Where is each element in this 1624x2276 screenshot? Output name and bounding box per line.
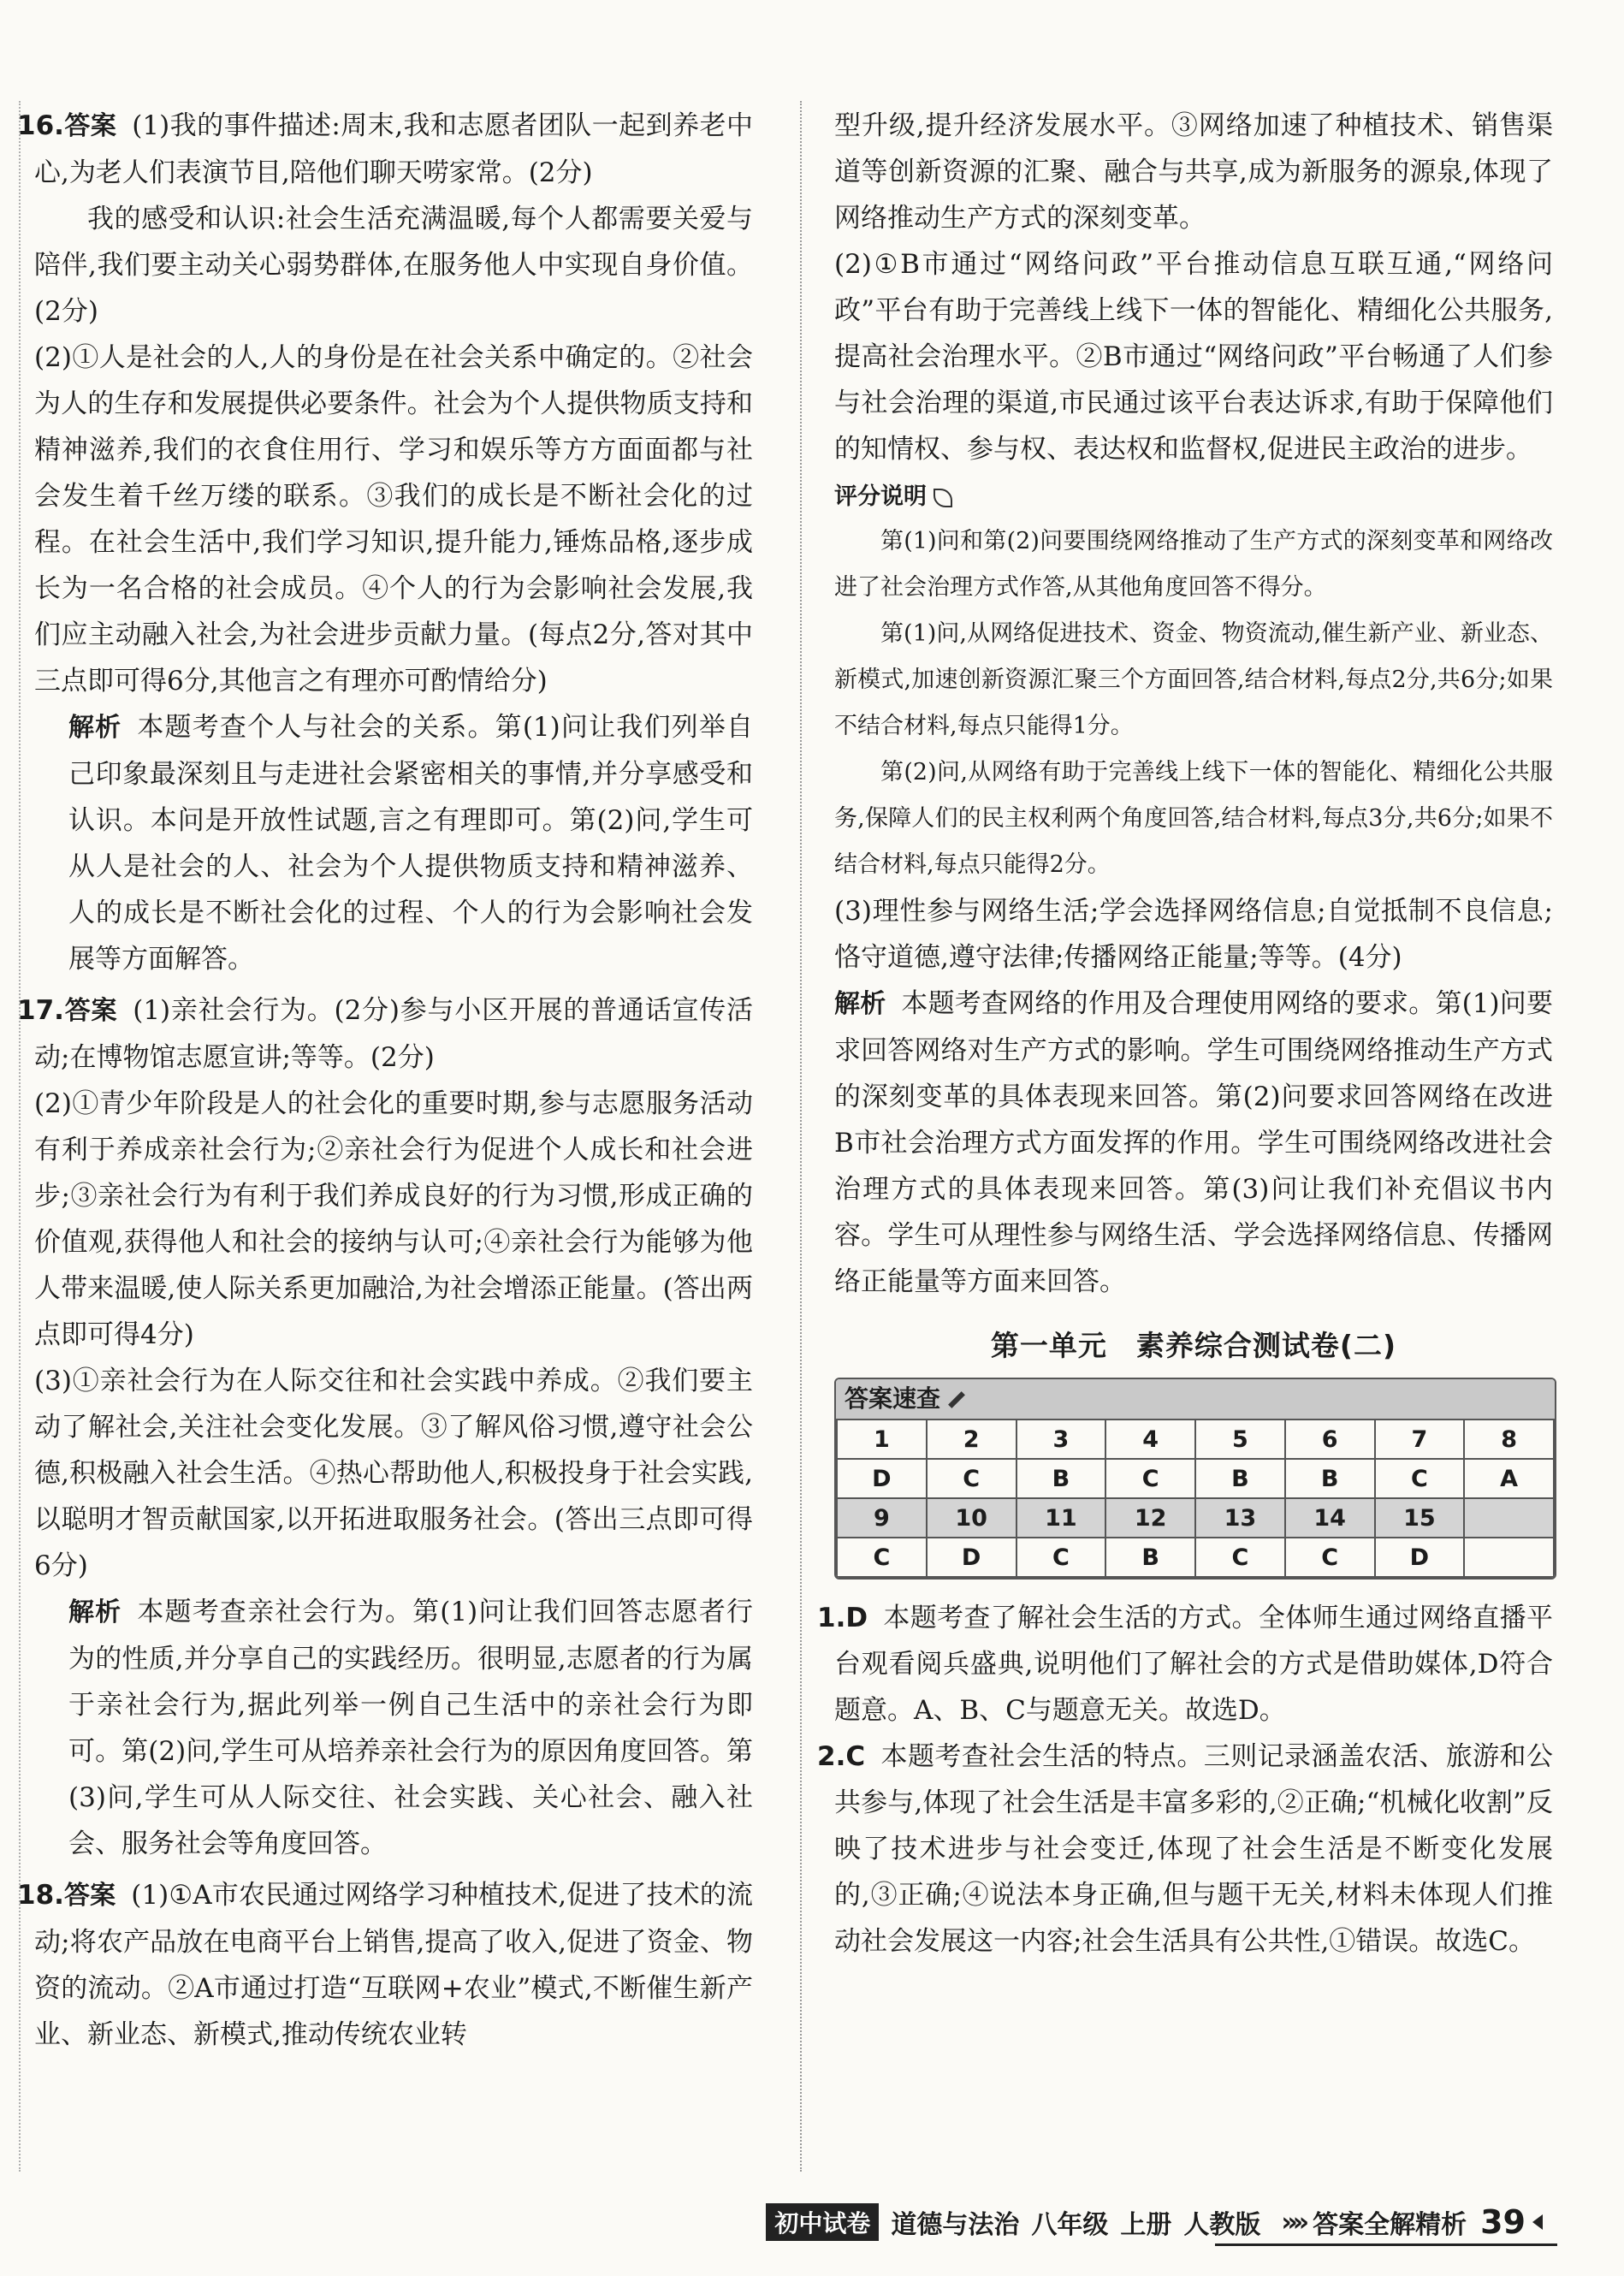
- table-row: [837, 1498, 1554, 1538]
- answer-2-number: 2.C: [817, 1741, 866, 1772]
- answer-tag: 答案: [63, 996, 118, 1026]
- answer-table-header: 答案速查: [836, 1379, 1555, 1419]
- leaf-icon: [934, 489, 952, 507]
- q17-number: 17.: [17, 995, 64, 1026]
- table-cell: A: [1464, 1459, 1554, 1498]
- scoring-note-1: 第(1)问和第(2)问要围绕网络推动了生产方式的深刻变革和网络改进了社会治理方式作答,从其他角度回答不得分。: [834, 528, 1553, 601]
- section-title: 第一单元 素养综合测试卷(二): [990, 1329, 1397, 1362]
- analysis-tag: 解析: [68, 713, 122, 743]
- answer-grid: [836, 1419, 1555, 1578]
- table-row: [837, 1420, 1554, 1459]
- q18-part3: (3)理性参与网络生活;学会选择网络信息;自觉抵制不良信息;恪守道德,遵守法律;传播网络正能量;等等。(4分): [834, 896, 1553, 973]
- answer-quick-table: [834, 1378, 1556, 1580]
- footer-subject: 道德与法治: [891, 2210, 1020, 2240]
- q18-number: 18.: [17, 1880, 64, 1911]
- q16-answer: [17, 103, 753, 196]
- answer-tag: 答案: [63, 1881, 116, 1911]
- q18-part1: (1)①A市农民通过网络学习种植技术,促进了技术的流动;将农产品放在电商平台上销售,提高了收入,促进了资金、物资的流动。②A市通过打造“互联网+农业”模式,不断催生新产业、新业态、新模式,推动传统农业转: [34, 1880, 754, 2050]
- table-cell: C: [1105, 1459, 1195, 1498]
- scoring-notes-title: 评分说明: [834, 476, 1553, 519]
- table-cell: 11: [1016, 1498, 1106, 1538]
- column-divider: [800, 101, 802, 2172]
- q18-part2: (2)①B市通过“网络问政”平台推动信息互联互通,“网络问政”平台有助于完善线上线下一体的智能化、精细化公共服务,提高社会治理水平。②B市通过“网络问政”平台畅通了人们参与社会治理的渠道,市民通过该平台表达诉求,有助于保障他们的知情权、参与权、表达权和监督权,促进民主政治的进步。: [834, 249, 1553, 465]
- footer-edition: 人教版: [1183, 2210, 1261, 2240]
- q16-feeling: 我的感受和认识:社会生活充满温暖,每个人都需要关爱与陪伴,我们要主动关心弱势群体,在服务他人中实现自身价值。(2分): [34, 204, 753, 327]
- table-cell: D: [837, 1459, 927, 1498]
- page-number: 39: [1480, 2203, 1526, 2241]
- footer-info: [766, 2201, 1543, 2243]
- page-footer: [0, 2201, 1624, 2252]
- table-cell: 1: [837, 1420, 927, 1459]
- footer-label: 答案全解精析: [1313, 2210, 1467, 2240]
- q16-number: 16.: [17, 110, 64, 141]
- q17-part2: (2)①青少年阶段是人的社会化的重要时期,参与志愿服务活动有利于养成亲社会行为;②亲社会行为促进个人成长和社会进步;③亲社会行为有利于我们养成良好的行为习惯,形成正确的价值观,获得他人和社会的接纳与认可;④亲社会行为能够为他人带来温暖,使人际关系更加融洽,为社会增添正能量。(答出两点即可得4分): [34, 1088, 753, 1350]
- chevron-right-icon: »»: [1281, 2207, 1305, 2237]
- q18-answer: [17, 1872, 754, 2058]
- table-cell: B: [1285, 1459, 1375, 1498]
- table-cell: 3: [1016, 1420, 1106, 1459]
- q18-continued: 型升级,提升经济发展水平。③网络加速了种植技术、销售渠道等创新资源的汇聚、融合与共享,成为新服务的源泉,体现了网络推动生产方式的深刻变革。: [834, 110, 1553, 234]
- analysis-tag: 解析: [834, 989, 886, 1019]
- left-column: [17, 103, 754, 2058]
- table-cell: B: [1195, 1459, 1285, 1498]
- right-column: [817, 103, 1553, 1965]
- table-cell: 13: [1195, 1498, 1285, 1538]
- table-cell: D: [927, 1538, 1016, 1577]
- q16-part1: (1)我的事件描述:周末,我和志愿者团队一起到养老中心,为老人们表演节目,陪他们聊天唠家常。(2分): [34, 110, 753, 188]
- footer-volume: 上册: [1120, 2210, 1172, 2240]
- table-cell: 10: [927, 1498, 1016, 1538]
- table-cell: [1464, 1498, 1554, 1538]
- q17-answer: [17, 987, 753, 1081]
- table-cell: C: [1375, 1459, 1465, 1498]
- table-cell: 9: [837, 1498, 927, 1538]
- table-cell: 12: [1105, 1498, 1195, 1538]
- table-row: [837, 1538, 1554, 1577]
- answer-tag: 答案: [63, 111, 117, 141]
- footer-rule: [1215, 2243, 1557, 2246]
- table-cell: 2: [927, 1420, 1016, 1459]
- table-cell: 8: [1464, 1420, 1554, 1459]
- q17-part1: (1)亲社会行为。(2分)参与小区开展的普通话宣传活动;在博物馆志愿宣讲;等等。(2分): [34, 995, 753, 1073]
- table-cell: 5: [1195, 1420, 1285, 1459]
- answer-1: 1.D 本题考查了解社会生活的方式。全体师生通过网络直播平台观看阅兵盛典,说明他们了解社会的方式是借助媒体,D符合题意。A、B、C与题意无关。故选D。: [817, 1603, 1553, 1726]
- table-cell: C: [1016, 1538, 1106, 1577]
- table-row: [837, 1459, 1554, 1498]
- table-cell: D: [1375, 1538, 1465, 1577]
- table-cell: C: [1195, 1538, 1285, 1577]
- series-badge: 初中试卷: [766, 2203, 879, 2241]
- table-cell: 4: [1105, 1420, 1195, 1459]
- margin-rule: [19, 101, 21, 2172]
- q18-analysis: 解析 本题考查网络的作用及合理使用网络的要求。第(1)问要求回答网络对生产方式的影响。学生可围绕网络推动生产方式的深刻变革的具体表现来回答。第(2)问要求回答网络在改进B市社会治理方式方面发挥的作用。学生可围绕网络改进社会治理方式的具体表现来回答。第(3)问让我们补充倡议书内容。学生可从理性参与网络生活、学会选择网络信息、传播网络正能量等方面来回答。: [834, 988, 1553, 1297]
- scoring-note-2: 第(1)问,从网络促进技术、资金、物资流动,催生新产业、新业态、新模式,加速创新资源汇聚三个方面回答,结合材料,每点2分,共6分;如果不结合材料,每点只能得1分。: [834, 620, 1553, 739]
- table-cell: 6: [1285, 1420, 1375, 1459]
- table-cell: B: [1105, 1538, 1195, 1577]
- pencil-icon: [948, 1391, 965, 1408]
- table-cell: C: [1285, 1538, 1375, 1577]
- table-cell: C: [927, 1459, 1016, 1498]
- table-cell: 14: [1285, 1498, 1375, 1538]
- table-cell: 7: [1375, 1420, 1465, 1459]
- q16-analysis: 解析 本题考查个人与社会的关系。第(1)问让我们列举自己印象最深刻且与走进社会紧密相关的事情,并分享感受和认识。本问是开放性试题,言之有理即可。第(2)问,学生可从人是社会的人、社会为个人提供物质支持和精神滋养、人的成长是不断社会化的过程、个人的行为会影响社会发展等方面解答。: [68, 712, 753, 975]
- q16-part2: (2)①人是社会的人,人的身份是在社会关系中确定的。②社会为人的生存和发展提供必要条件。社会为个人提供物质支持和精神滋养,我们的衣食住用行、学习和娱乐等方方面面都与社会发生着千丝万缕的联系。③我们的成长是不断社会化的过程。在社会生活中,我们学习知识,提升能力,锤炼品格,逐步成长为一名合格的社会成员。④个人的行为会影响社会发展,我们应主动融入社会,为社会进步贡献力量。(每点2分,答对其中三点即可得6分,其他言之有理亦可酌情给分): [34, 342, 753, 696]
- table-cell: 15: [1375, 1498, 1465, 1538]
- table-cell: [1464, 1538, 1554, 1577]
- answer-2: 2.C 本题考查社会生活的特点。三则记录涵盖农活、旅游和公共参与,体现了社会生活是丰富多彩的,②正确;“机械化收割”反映了技术进步与社会变迁,体现了社会生活是不断变化发展的,③正确;④说法本身正确,但与题干无关,材料未体现人们推动社会发展这一内容;社会生活具有公共性,①错误。故选C。: [817, 1741, 1553, 1957]
- q17-analysis: 解析 本题考查亲社会行为。第(1)问让我们回答志愿者行为的性质,并分享自己的实践经历。很明显,志愿者的行为属于亲社会行为,据此列举一例自己生活中的亲社会行为即可。第(2)问,学生可从培养亲社会行为的原因角度回答。第(3)问,学生可从人际交往、社会实践、关心社会、融入社会、服务社会等角度回答。: [68, 1597, 753, 1859]
- scoring-note-3: 第(2)问,从网络有助于完善线上线下一体的智能化、精细化公共服务,保障人们的民主权利两个角度回答,结合材料,每点3分,共6分;如果不结合材料,每点只能得2分。: [834, 759, 1553, 878]
- table-cell: C: [837, 1538, 927, 1577]
- answer-1-number: 1.D: [817, 1603, 868, 1633]
- footer-grade: 八年级: [1031, 2210, 1109, 2240]
- q17-part3: (3)①亲社会行为在人际交往和社会实践中养成。②我们要主动了解社会,关注社会变化发展。③了解风俗习惯,遵守社会公德,积极融入社会生活。④热心帮助他人,积极投身于社会实践,以聪明才智贡献国家,以开拓进取服务社会。(答出三点即可得6分): [34, 1366, 753, 1581]
- analysis-tag: 解析: [68, 1597, 122, 1627]
- triangle-left-icon: [1532, 2214, 1543, 2230]
- table-cell: B: [1016, 1459, 1106, 1498]
